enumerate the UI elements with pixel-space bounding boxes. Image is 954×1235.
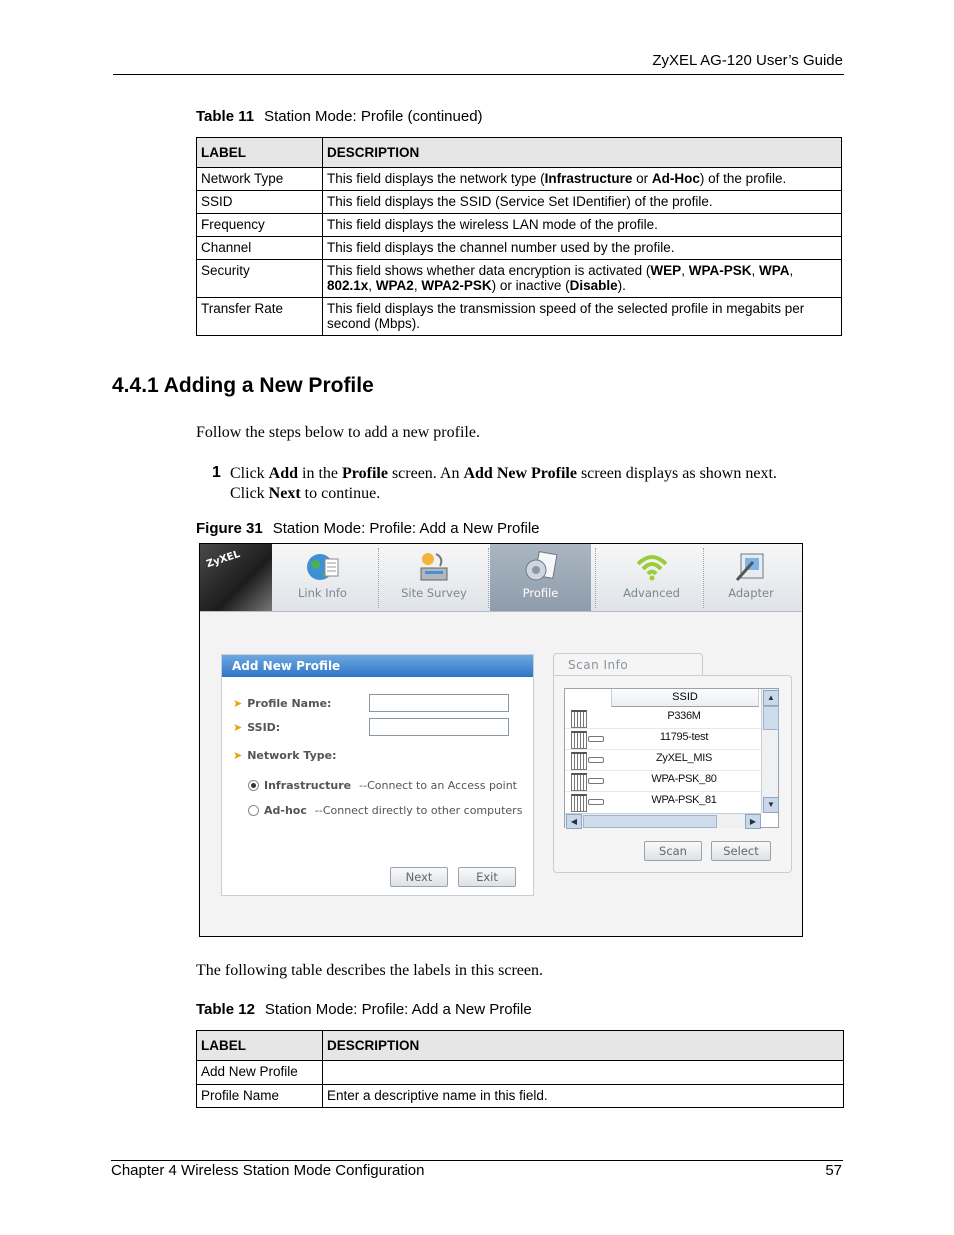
key-icon <box>588 736 604 742</box>
zyxel-logo: ZyXEL <box>200 544 272 611</box>
add-new-profile-panel <box>221 654 534 896</box>
table12 <box>196 1030 844 1108</box>
panel-title: Add New Profile <box>222 655 533 677</box>
key-icon <box>588 778 604 784</box>
nav-site-survey[interactable]: Site Survey <box>388 544 480 611</box>
profile-screenshot <box>199 543 803 937</box>
access-point-icon <box>571 794 587 812</box>
table11-cell-label: Security <box>197 260 323 298</box>
table-row <box>197 1085 844 1108</box>
list-item[interactable]: P336M <box>565 707 761 729</box>
table11-cell-label: Frequency <box>197 214 323 237</box>
arrow-icon: ➤ <box>233 721 243 734</box>
arrow-icon: ➤ <box>233 749 243 762</box>
figure31-caption <box>196 520 540 537</box>
table11 <box>196 137 842 336</box>
table12-cell-label: Add New Profile <box>197 1061 323 1085</box>
section-heading: 4.4.1 Adding a New Profile <box>112 374 374 397</box>
table11-head-desc: DESCRIPTION <box>323 138 842 168</box>
table11-cell-desc: This field shows whether data encryption is activated (WEP, WPA-PSK, WPA, 802.1x, WPA2, WPA2-PSK) or inactive (Disable). <box>323 260 842 298</box>
scroll-left-icon[interactable]: ◀ <box>566 814 582 829</box>
table11-caption-text: Station Mode: Profile (continued) <box>264 108 483 125</box>
table12-cell-desc <box>323 1061 844 1085</box>
scroll-right-icon[interactable]: ▶ <box>745 814 761 829</box>
header-rule <box>113 74 844 75</box>
table11-head-label: LABEL <box>197 138 323 168</box>
intro-paragraph: Follow the steps below to add a new profile. <box>196 424 480 441</box>
next-button[interactable]: Next <box>390 867 448 887</box>
scroll-thumb[interactable] <box>763 706 779 730</box>
table11-cell-label: Transfer Rate <box>197 298 323 336</box>
nav-link-info[interactable]: Link Info <box>280 544 365 611</box>
footer-chapter: Chapter 4 Wireless Station Mode Configuration <box>111 1162 425 1179</box>
wireless-icon <box>634 550 670 584</box>
scroll-down-icon[interactable]: ▼ <box>763 797 779 813</box>
table12-cell-label: Profile Name <box>197 1085 323 1108</box>
table12-caption <box>196 1001 532 1018</box>
access-point-icon <box>571 731 587 749</box>
table12-caption-text: Station Mode: Profile: Add a New Profile <box>264 1001 532 1018</box>
radio-unchecked-icon <box>248 805 259 816</box>
table11-cell-desc: This field displays the wireless LAN mode of the profile. <box>323 214 842 237</box>
scroll-thumb[interactable] <box>583 815 717 828</box>
radio-checked-icon <box>248 780 259 791</box>
ssid-column-header[interactable]: SSID <box>611 689 759 707</box>
access-point-icon <box>571 710 587 728</box>
ssid-input[interactable] <box>369 718 509 736</box>
access-point-icon <box>571 773 587 791</box>
key-icon <box>588 757 604 763</box>
table-row <box>197 168 842 191</box>
profile-name-input[interactable] <box>369 694 509 712</box>
table11-cell-desc: This field displays the transmission speed of the selected profile in megabits per second (Mbps). <box>323 298 842 336</box>
arrow-icon: ➤ <box>233 697 243 710</box>
table11-cell-desc: This field displays the channel number used by the profile. <box>323 237 842 260</box>
table12-cell-desc: Enter a descriptive name in this field. <box>323 1085 844 1108</box>
table11-cell-label: Channel <box>197 237 323 260</box>
list-item[interactable]: WPA-PSK_81 <box>565 791 761 812</box>
page-number: 57 <box>825 1162 842 1179</box>
table11-caption <box>196 108 483 125</box>
globe-icon <box>305 550 341 584</box>
table-row <box>197 1061 844 1085</box>
table-row <box>197 298 842 336</box>
nav-profile[interactable]: Profile <box>490 544 591 611</box>
profile-icon <box>523 550 559 584</box>
figure31-caption-text: Station Mode: Profile: Add a New Profile <box>272 520 540 537</box>
network-type-label: ➤ Network Type: <box>233 749 337 762</box>
table12-head-label: LABEL <box>197 1031 323 1061</box>
table12-header-row <box>197 1031 844 1061</box>
footer-rule <box>111 1160 843 1161</box>
profile-name-label: ➤ Profile Name: <box>233 697 332 710</box>
adhoc-radio[interactable]: Ad-hoc --Connect directly to other computers <box>248 804 522 817</box>
table12-caption-num: Table 12 <box>196 1001 255 1018</box>
ssid-list[interactable] <box>564 688 779 828</box>
key-icon <box>588 799 604 805</box>
list-item[interactable]: ZyXEL_MIS <box>565 749 761 771</box>
vertical-scrollbar[interactable] <box>761 689 778 813</box>
top-nav-bar <box>200 544 802 612</box>
list-item[interactable]: WPA-PSK_80 <box>565 770 761 792</box>
scan-info-tab[interactable]: Scan Info <box>553 653 703 677</box>
horizontal-scrollbar[interactable] <box>565 813 761 828</box>
access-point-icon <box>571 752 587 770</box>
list-item[interactable]: 11795-test <box>565 728 761 750</box>
table-row <box>197 237 842 260</box>
scroll-up-icon[interactable]: ▲ <box>763 690 779 706</box>
nav-adapter[interactable]: Adapter <box>706 544 796 611</box>
running-header: ZyXEL AG-120 User’s Guide <box>652 52 843 69</box>
table12-head-desc: DESCRIPTION <box>323 1031 844 1061</box>
table11-cell-label: SSID <box>197 191 323 214</box>
table11-cell-label: Network Type <box>197 168 323 191</box>
table-row <box>197 260 842 298</box>
table-intro-paragraph: The following table describes the labels in this screen. <box>196 962 544 979</box>
table11-caption-num: Table 11 <box>196 108 255 125</box>
step1-text: Click Add in the Profile screen. An Add New Profile screen displays as shown next. Click Next to continue. <box>230 465 777 502</box>
ssid-label: ➤ SSID: <box>233 721 281 734</box>
table11-header-row <box>197 138 842 168</box>
exit-button[interactable]: Exit <box>458 867 516 887</box>
step-number: 1 <box>212 464 221 481</box>
table11-cell-desc: This field displays the network type (Infrastructure or Ad-Hoc) of the profile. <box>323 168 842 191</box>
infrastructure-radio[interactable]: Infrastructure --Connect to an Access point <box>248 779 517 792</box>
table-row <box>197 214 842 237</box>
table-row <box>197 191 842 214</box>
scan-button[interactable]: Scan <box>644 841 702 861</box>
site-survey-icon <box>416 550 452 584</box>
adapter-icon <box>733 550 769 584</box>
nav-advanced[interactable]: Advanced <box>600 544 703 611</box>
select-button[interactable]: Select <box>711 841 771 861</box>
table11-cell-desc: This field displays the SSID (Service Set IDentifier) of the profile. <box>323 191 842 214</box>
figure31-caption-num: Figure 31 <box>196 520 263 537</box>
